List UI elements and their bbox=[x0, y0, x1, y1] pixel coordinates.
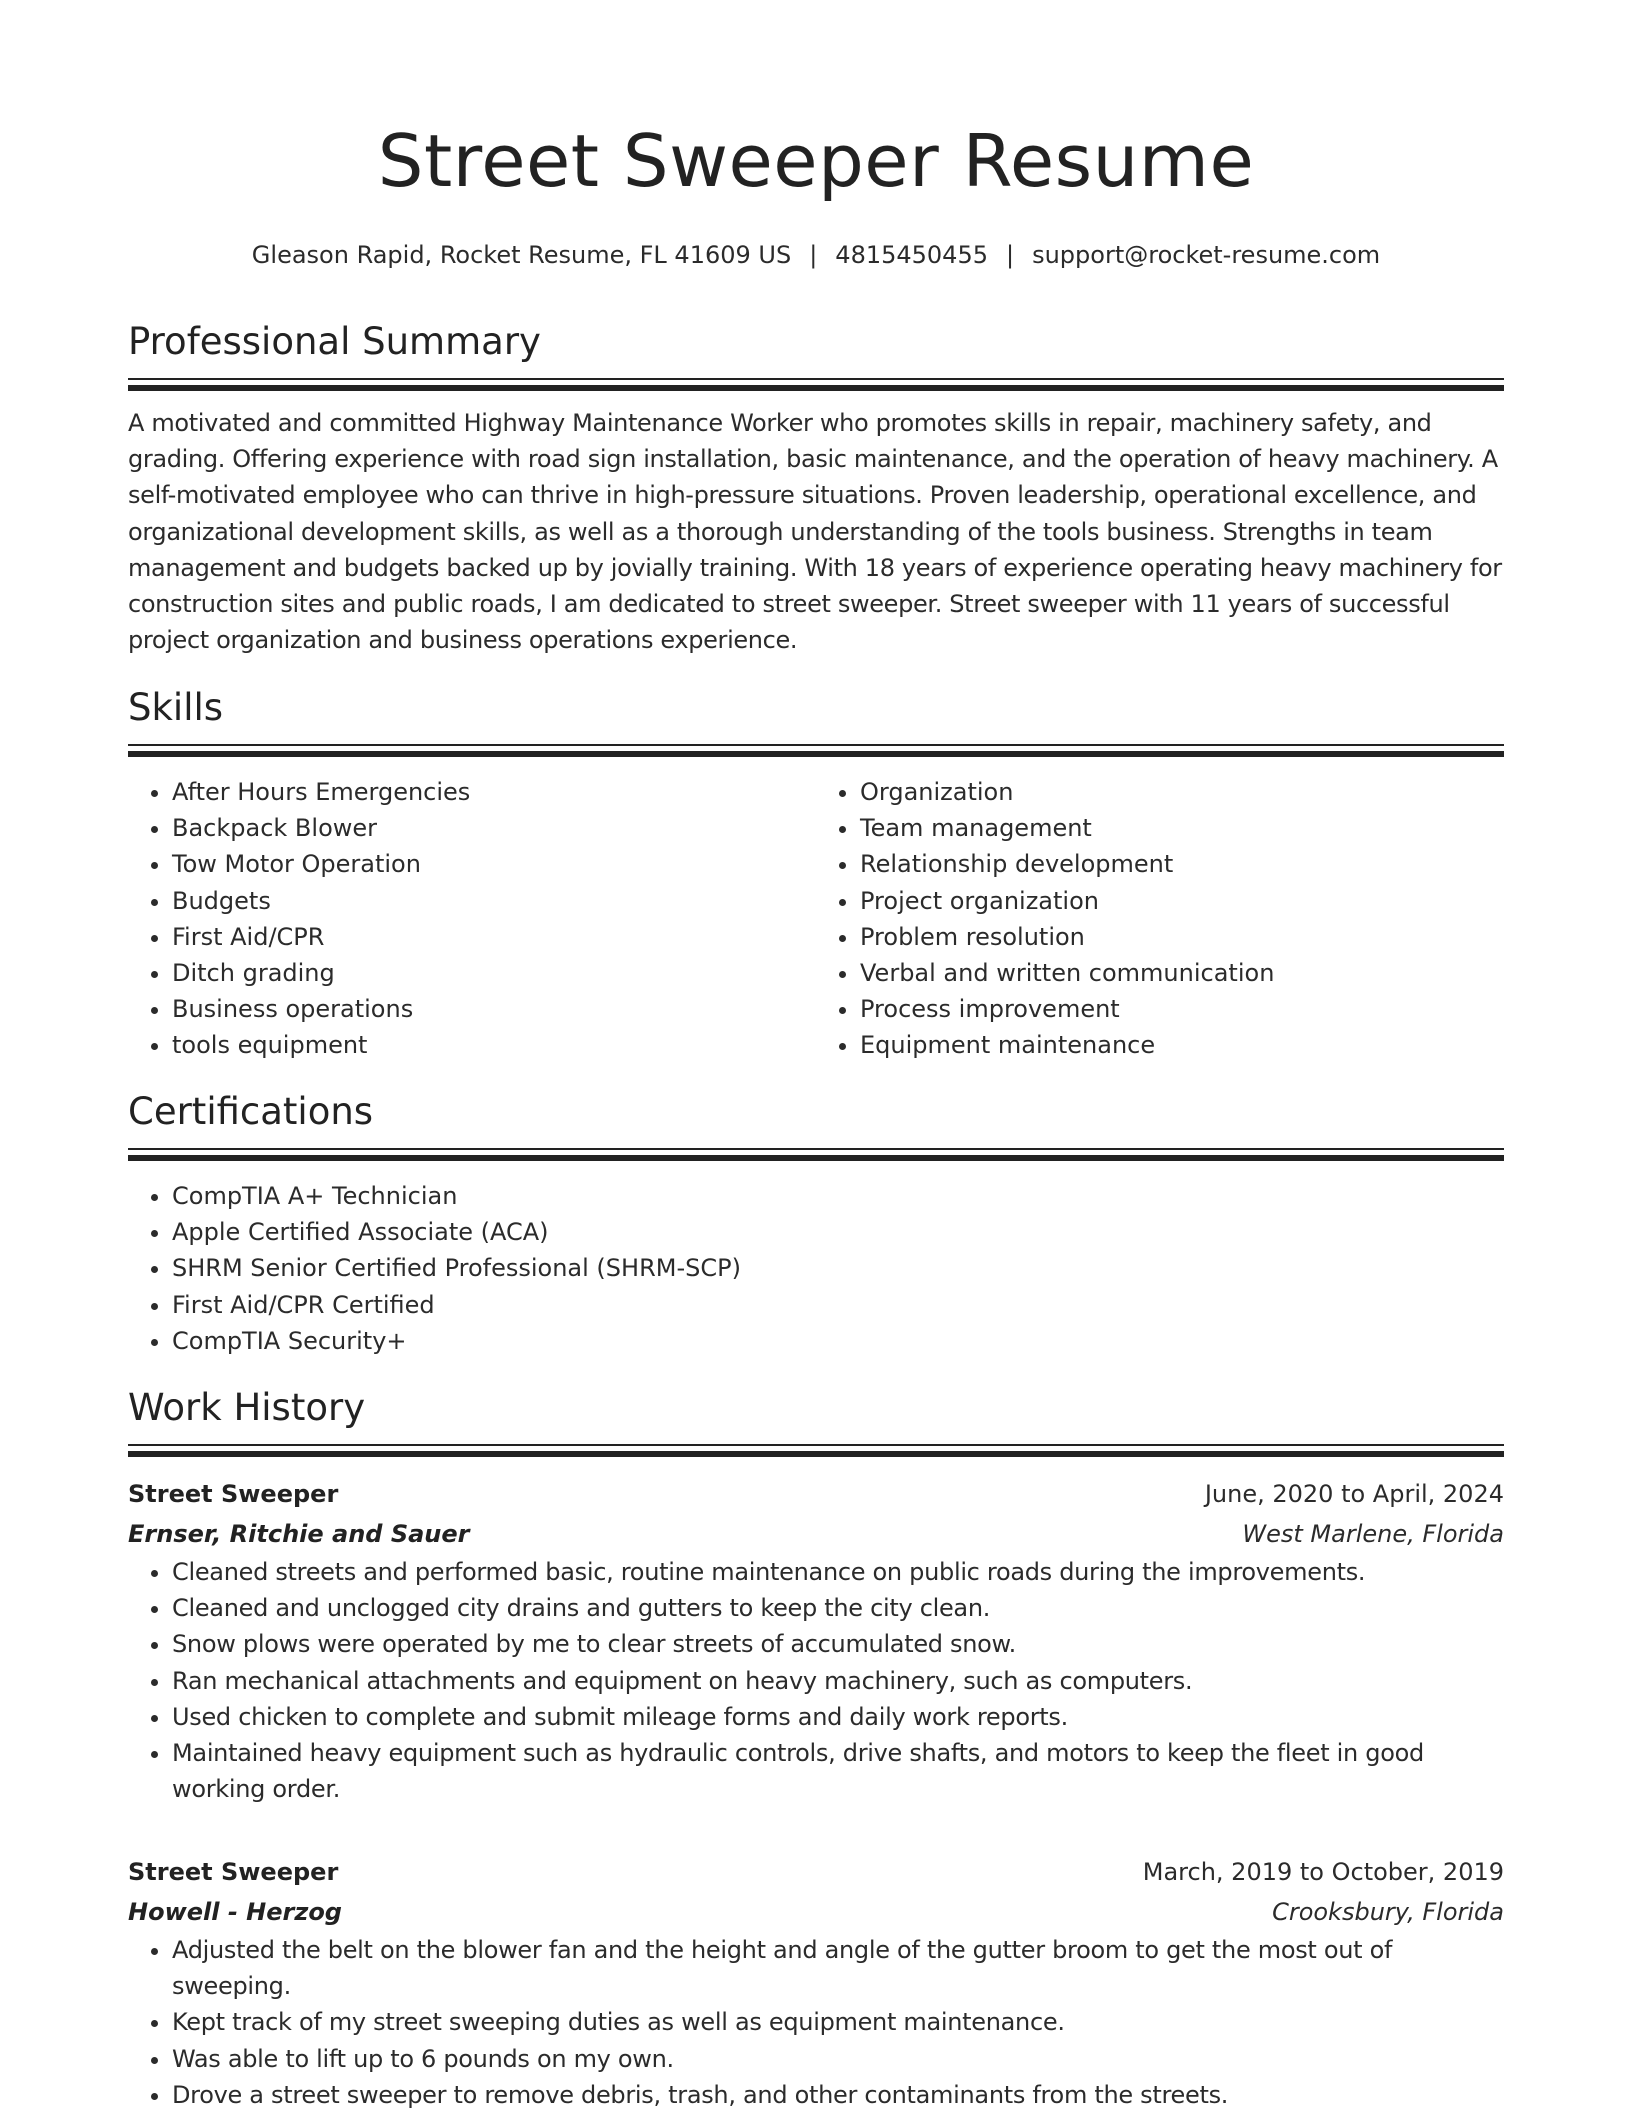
section-divider bbox=[128, 1148, 1504, 1150]
certifications-section bbox=[128, 1088, 1504, 1150]
skill-item: • Budgets bbox=[172, 883, 816, 919]
job-duty-item: • Adjusted the belt on the blower fan and the height and angle of the gutter broom to get the most out of sweeping. bbox=[172, 1932, 1504, 2004]
contact-address: Gleason Rapid, Rocket Resume, FL 41609 US bbox=[251, 241, 792, 269]
skill-item: • tools equipment bbox=[172, 1027, 816, 1063]
skills-list-right bbox=[816, 774, 1504, 1064]
job-entry bbox=[128, 1474, 1504, 1807]
job-dates: March, 2019 to October, 2019 bbox=[1142, 1858, 1504, 1886]
skill-item: • Business operations bbox=[172, 991, 816, 1027]
skill-item: • Organization bbox=[860, 774, 1504, 810]
summary-text bbox=[128, 405, 1504, 658]
skill-item: • Process improvement bbox=[860, 991, 1504, 1027]
skill-item: • Team management bbox=[860, 810, 1504, 846]
job-duty-item: • Cleaned and unclogged city drains and gutters to keep the city clean. bbox=[172, 1590, 1504, 1626]
certification-item: • CompTIA Security+ bbox=[172, 1323, 1548, 1359]
summary-line: project organization and business operations experience. bbox=[128, 626, 798, 655]
summary-line: construction sites and public roads, I am dedicated to street sweeper. Street sweeper with 11 years of successful bbox=[128, 590, 1450, 619]
summary-line: self-motivated employee who can thrive in high-pressure situations. Proven leadership, operational excellence, and bbox=[128, 481, 1477, 510]
skill-item: • Problem resolution bbox=[860, 919, 1504, 955]
job-subheader-row bbox=[128, 1514, 1504, 1554]
job-entry bbox=[128, 1852, 1504, 2113]
job-duty-item: • Kept track of my street sweeping duties as well as equipment maintenance. bbox=[172, 2004, 1504, 2040]
job-duty-item: • Maintained heavy equipment such as hydraulic controls, drive shafts, and motors to keep the fleet in good working order. bbox=[172, 1735, 1504, 1807]
skills-columns bbox=[128, 774, 1504, 1064]
skills-section bbox=[128, 684, 1504, 746]
skill-item: • Backpack Blower bbox=[172, 810, 816, 846]
skill-item: • Verbal and written communication bbox=[860, 955, 1504, 991]
summary-heading: Professional Summary bbox=[128, 320, 541, 363]
job-company: Howell - Herzog bbox=[128, 1898, 342, 1926]
job-duty-item: • Drove a street sweeper to remove debris, trash, and other contaminants from the streets. bbox=[172, 2077, 1504, 2113]
job-title: Street Sweeper bbox=[128, 1480, 339, 1508]
section-divider bbox=[128, 378, 1504, 380]
certifications-heading: Certifications bbox=[128, 1090, 374, 1133]
summary-line: A motivated and committed Highway Maintenance Worker who promotes skills in repair, machinery safety, and bbox=[128, 409, 1432, 437]
contact-separator: | bbox=[1006, 241, 1015, 269]
summary-line: management and budgets backed up by jovially training. With 18 years of experience operating heavy machinery for bbox=[128, 553, 1502, 582]
skill-item: • Ditch grading bbox=[172, 955, 816, 991]
job-title: Street Sweeper bbox=[128, 1858, 339, 1886]
certification-item: • First Aid/CPR Certified bbox=[172, 1287, 1548, 1323]
job-duty-item: • Ran mechanical attachments and equipment on heavy machinery, such as computers. bbox=[172, 1663, 1504, 1699]
job-header-row bbox=[128, 1474, 1504, 1514]
certification-item: • SHRM Senior Certified Professional (SHRM-SCP) bbox=[172, 1250, 1548, 1286]
work-history-section bbox=[128, 1384, 1504, 1446]
certification-item: • CompTIA A+ Technician bbox=[172, 1178, 1548, 1214]
job-duty-item: • Snow plows were operated by me to clear streets of accumulated snow. bbox=[172, 1626, 1504, 1662]
skill-item: • First Aid/CPR bbox=[172, 919, 816, 955]
skills-list-left bbox=[128, 774, 816, 1064]
section-divider bbox=[128, 744, 1504, 746]
job-duty-item: • Used chicken to complete and submit mileage forms and daily work reports. bbox=[172, 1699, 1504, 1735]
summary-line: organizational development skills, as well as a thorough understanding of the tools business. Strengths in team bbox=[128, 517, 1433, 546]
resume-title: Street Sweeper Resume bbox=[377, 119, 1255, 203]
contact-phone: 4815450455 bbox=[835, 241, 988, 269]
contact-line bbox=[128, 240, 1504, 271]
job-location: West Marlene, Florida bbox=[1242, 1520, 1504, 1548]
work-history-heading: Work History bbox=[128, 1386, 366, 1429]
section-divider bbox=[128, 1444, 1504, 1446]
job-duty-item: • Cleaned streets and performed basic, routine maintenance on public roads during the improvements. bbox=[172, 1554, 1504, 1590]
job-company: Ernser, Ritchie and Sauer bbox=[128, 1520, 470, 1548]
job-duty-item: • Was able to lift up to 6 pounds on my own. bbox=[172, 2041, 1504, 2077]
certifications-list bbox=[128, 1178, 1548, 1359]
job-duties-list bbox=[128, 1554, 1504, 1807]
skill-item: • Tow Motor Operation bbox=[172, 846, 816, 882]
job-subheader-row bbox=[128, 1892, 1504, 1932]
skill-item: • Project organization bbox=[860, 883, 1504, 919]
job-duties-list bbox=[128, 1932, 1504, 2113]
skill-item: • Equipment maintenance bbox=[860, 1027, 1504, 1063]
skill-item: • After Hours Emergencies bbox=[172, 774, 816, 810]
job-header-row bbox=[128, 1852, 1504, 1892]
contact-separator: | bbox=[809, 241, 818, 269]
summary-line: grading. Offering experience with road sign installation, basic maintenance, and the operation of heavy machinery. A bbox=[128, 445, 1498, 474]
job-location: Crooksbury, Florida bbox=[1272, 1898, 1504, 1926]
certification-item: • Apple Certified Associate (ACA) bbox=[172, 1214, 1548, 1250]
summary-section bbox=[128, 318, 1504, 380]
job-dates: June, 2020 to April, 2024 bbox=[1204, 1480, 1504, 1508]
contact-email: support@rocket-resume.com bbox=[1032, 241, 1381, 269]
skills-heading: Skills bbox=[128, 686, 224, 729]
skill-item: • Relationship development bbox=[860, 846, 1504, 882]
